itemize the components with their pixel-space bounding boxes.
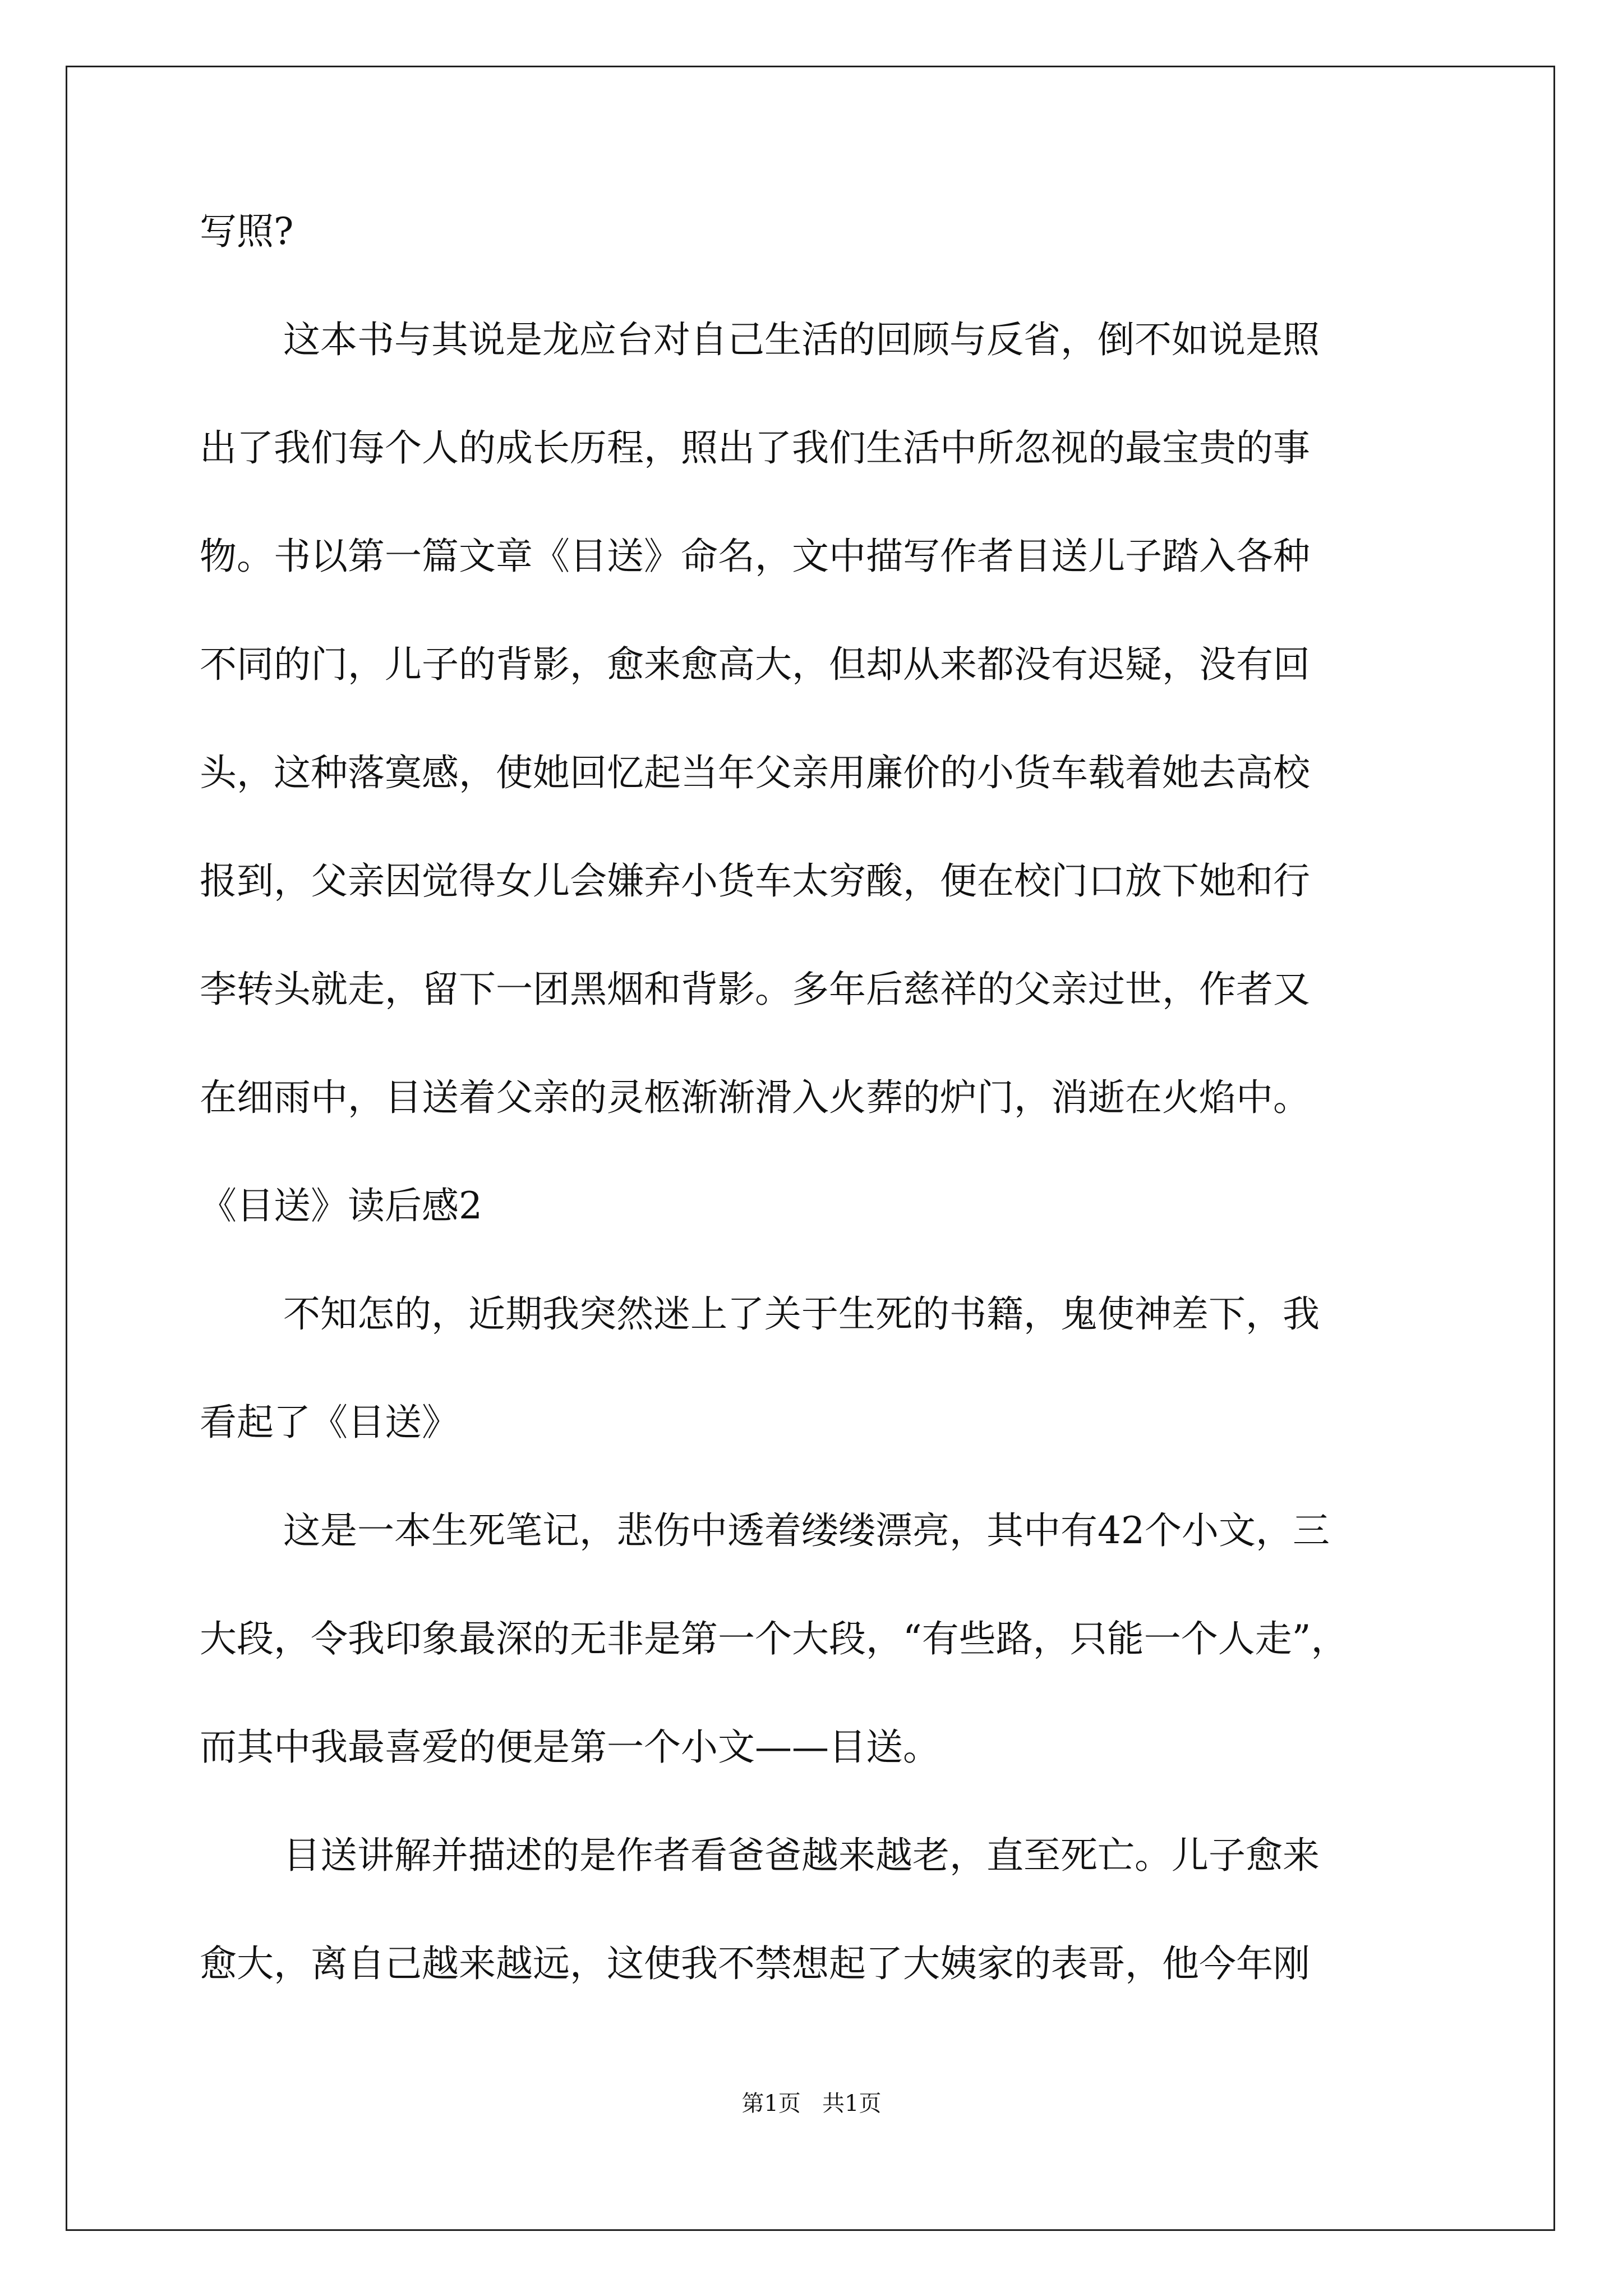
text-line: 大段，令我印象最深的无非是第一个大段，“有些路，只能一个人走”， xyxy=(200,1617,1348,1660)
text-line: 看起了《目送》 xyxy=(200,1401,459,1444)
text-line: 头，这种落寞感，使她回忆起当年父亲用廉价的小货车载着她去高校 xyxy=(200,751,1310,794)
text-line: 愈大，离自己越来越远，这使我不禁想起了大姨家的表哥，他今年刚 xyxy=(200,1942,1310,1985)
text-line: 这是一本生死笔记，悲伤中透着缕缕漂亮，其中有42个小文，三 xyxy=(283,1509,1330,1552)
text-line: 不知怎的，近期我突然迷上了关于生死的书籍，鬼使神差下，我 xyxy=(283,1292,1320,1336)
section-heading: 《目送》读后感2 xyxy=(200,1184,482,1227)
page-border xyxy=(66,66,1555,2231)
page-number-footer: 第1页 共1页 xyxy=(741,2091,882,2116)
text-line: 写照? xyxy=(200,210,294,253)
text-line: 不同的门，儿子的背影，愈来愈高大，但却从来都没有迟疑，没有回 xyxy=(200,643,1310,686)
text-line: 物。书以第一篇文章《目送》命名，文中描写作者目送儿子踏入各种 xyxy=(200,535,1310,578)
text-line: 目送讲解并描述的是作者看爸爸越来越老，直至死亡。儿子愈来 xyxy=(283,1834,1320,1877)
text-line: 在细雨中，目送着父亲的灵柩渐渐滑入火葬的炉门，消逝在火焰中。 xyxy=(200,1076,1310,1119)
text-line: 出了我们每个人的成长历程，照出了我们生活中所忽视的最宝贵的事 xyxy=(200,426,1310,470)
text-line: 而其中我最喜爱的便是第一个小文——目送。 xyxy=(200,1726,940,1769)
text-line: 李转头就走，留下一团黑烟和背影。多年后慈祥的父亲过世，作者又 xyxy=(200,968,1310,1011)
text-line: 这本书与其说是龙应台对自己生活的回顾与反省，倒不如说是照 xyxy=(283,318,1320,361)
text-line: 报到，父亲因觉得女儿会嫌弃小货车太穷酸，便在校门口放下她和行 xyxy=(200,859,1310,903)
